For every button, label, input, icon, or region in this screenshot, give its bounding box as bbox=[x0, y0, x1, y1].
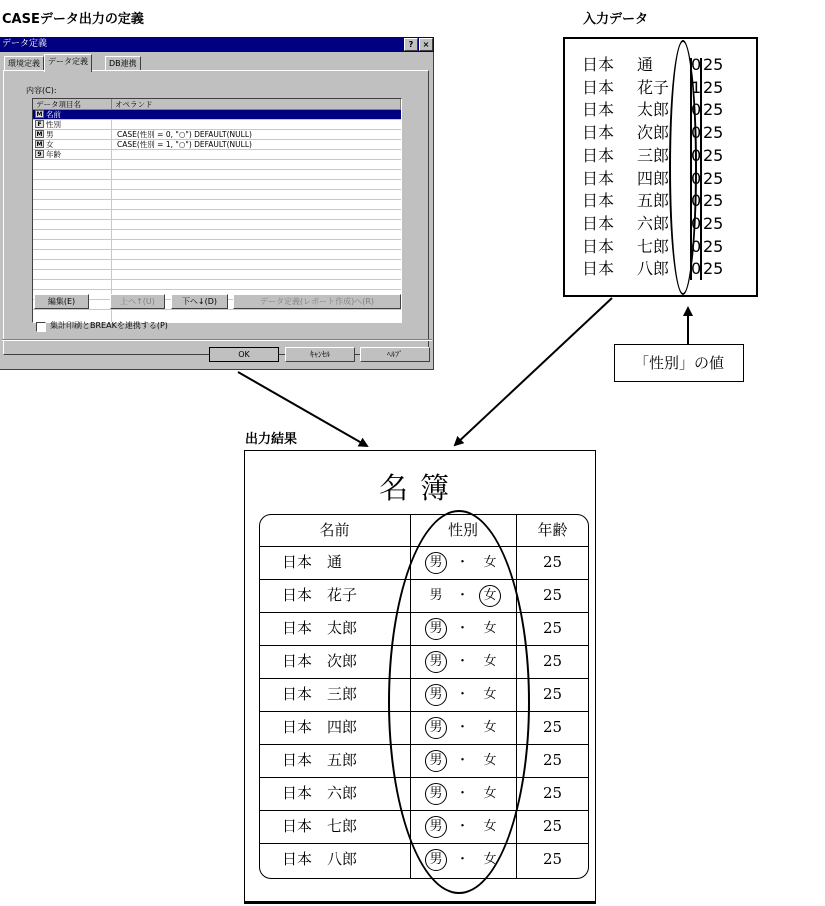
move-up-button[interactable]: 上へ↑(U) bbox=[110, 294, 165, 309]
input-age: 25 bbox=[703, 145, 724, 165]
output-name-cell: 日本 五郎 bbox=[282, 751, 358, 769]
field-type-icon: M bbox=[36, 131, 43, 138]
arrow-dialog-to-output bbox=[238, 372, 367, 446]
dialog-title: データ定義 bbox=[2, 39, 48, 49]
input-surname: 日本 bbox=[582, 123, 615, 143]
male-option-circled: 男 bbox=[426, 777, 446, 810]
grid-item-name-text: 年齢 bbox=[46, 150, 61, 159]
output-age-cell: 25 bbox=[542, 718, 563, 736]
edit-button[interactable]: 編集(E) bbox=[34, 294, 89, 309]
input-age: 25 bbox=[703, 236, 724, 256]
input-age: 25 bbox=[703, 55, 724, 74]
input-given-name: 太郎 bbox=[637, 100, 670, 120]
input-gender-value: 0 bbox=[691, 100, 702, 120]
input-surname: 日本 bbox=[582, 145, 615, 165]
male-option: 男 bbox=[429, 588, 443, 603]
input-given-name: 七郎 bbox=[637, 236, 670, 256]
input-surname: 日本 bbox=[582, 191, 615, 211]
male-option-circled: 男 bbox=[426, 711, 446, 744]
output-name-cell: 日本 次郎 bbox=[282, 652, 358, 670]
input-gender-value: 1 bbox=[691, 77, 702, 97]
female-option: 女 bbox=[483, 654, 497, 669]
input-age: 25 bbox=[703, 168, 724, 188]
input-age: 25 bbox=[703, 259, 724, 279]
field-type-icon: M bbox=[36, 111, 43, 118]
input-given-name: 花子 bbox=[637, 77, 670, 97]
output-header-age: 年齢 bbox=[537, 521, 568, 539]
gender-separator: ・ bbox=[456, 786, 470, 801]
output-age-cell: 25 bbox=[542, 652, 563, 670]
field-type-icon: 9 bbox=[35, 150, 44, 158]
output-name-cell: 日本 六郎 bbox=[282, 784, 358, 802]
gender-separator: ・ bbox=[456, 687, 470, 702]
grid-cell-operand: CASE(性別 = 0, "○") DEFAULT(NULL) bbox=[117, 130, 252, 139]
input-given-name: 五郎 bbox=[637, 191, 670, 211]
output-name-cell: 日本 太郎 bbox=[282, 619, 358, 637]
field-type-icon: F bbox=[35, 120, 44, 128]
move-down-button[interactable]: 下へ↓(D) bbox=[171, 294, 228, 309]
female-option: 女 bbox=[483, 621, 497, 636]
gender-separator: ・ bbox=[456, 819, 470, 834]
help-icon[interactable]: ? bbox=[404, 38, 418, 51]
contents-label: 内容(C): bbox=[26, 86, 57, 95]
output-name-cell: 日本 七郎 bbox=[282, 817, 358, 835]
output-name-cell: 日本 四郎 bbox=[282, 718, 358, 736]
grid-item-name-text: 男 bbox=[46, 130, 54, 139]
output-age-cell: 25 bbox=[542, 817, 563, 835]
output-name-cell: 日本 花子 bbox=[282, 586, 358, 604]
input-surname: 日本 bbox=[582, 213, 615, 233]
field-type-icon: M bbox=[36, 141, 43, 148]
output-title: 名簿 bbox=[378, 471, 461, 505]
gender-separator: ・ bbox=[456, 852, 470, 867]
input-gender-value: 0 bbox=[691, 236, 702, 256]
gender-separator: ・ bbox=[456, 753, 470, 768]
input-gender-value: 0 bbox=[691, 259, 702, 279]
male-option-circled: 男 bbox=[426, 744, 446, 777]
arrow-input-to-output bbox=[455, 298, 612, 445]
male-option-circled: 男 bbox=[426, 645, 446, 678]
help-button[interactable]: ﾍﾙﾌﾟ bbox=[360, 347, 430, 362]
output-name-cell: 日本 八郎 bbox=[282, 850, 358, 868]
column-header-item-name[interactable]: データ項目名 bbox=[33, 99, 112, 110]
input-gender-value: 0 bbox=[691, 55, 702, 74]
input-given-name: 次郎 bbox=[637, 123, 670, 143]
close-icon[interactable]: × bbox=[419, 38, 433, 51]
output-age-cell: 25 bbox=[542, 586, 563, 604]
input-age: 25 bbox=[703, 213, 724, 233]
gender-separator: ・ bbox=[456, 720, 470, 735]
output-header-gender: 性別 bbox=[447, 521, 478, 539]
output-age-cell: 25 bbox=[542, 850, 563, 868]
female-option: 女 bbox=[483, 687, 497, 702]
column-header-operand[interactable]: オペランド bbox=[112, 99, 401, 110]
gender-separator: ・ bbox=[456, 654, 470, 669]
input-surname: 日本 bbox=[582, 259, 615, 279]
ok-button[interactable]: OK bbox=[209, 347, 279, 362]
input-age: 25 bbox=[703, 100, 724, 120]
output-name-cell: 日本 通 bbox=[282, 553, 343, 571]
female-option: 女 bbox=[483, 819, 497, 834]
grid-item-name-text: 女 bbox=[46, 140, 54, 149]
output-name-cell: 日本 三郎 bbox=[282, 685, 358, 703]
tab-data-definition[interactable]: データ定義 bbox=[44, 54, 92, 72]
input-age: 25 bbox=[703, 77, 724, 97]
input-gender-value: 0 bbox=[691, 168, 702, 188]
grid-item-name-text: 名前 bbox=[46, 110, 61, 119]
output-age-cell: 25 bbox=[542, 751, 563, 769]
gender-separator: ・ bbox=[456, 588, 470, 603]
gender-separator: ・ bbox=[456, 621, 470, 636]
input-gender-value: 0 bbox=[691, 191, 702, 211]
female-option: 女 bbox=[483, 852, 497, 867]
output-age-cell: 25 bbox=[542, 553, 563, 571]
cancel-button[interactable]: ｷｬﾝｾﾙ bbox=[285, 347, 355, 362]
input-given-name: 通 bbox=[637, 55, 654, 74]
input-given-name: 三郎 bbox=[637, 145, 670, 165]
tab-environment[interactable]: 環境定義 bbox=[4, 56, 44, 71]
female-option: 女 bbox=[483, 720, 497, 735]
input-gender-value: 0 bbox=[691, 123, 702, 143]
input-gender-value: 0 bbox=[691, 145, 702, 165]
output-heading: 出力結果 bbox=[245, 432, 298, 447]
input-gender-value: 0 bbox=[691, 213, 702, 233]
report-definition-button[interactable]: データ定義(レポート作成)へ(R) bbox=[233, 294, 401, 309]
input-given-name: 八郎 bbox=[637, 259, 670, 279]
output-age-cell: 25 bbox=[542, 685, 563, 703]
output-age-cell: 25 bbox=[542, 619, 563, 637]
input-given-name: 四郎 bbox=[637, 168, 670, 188]
female-option-circled: 女 bbox=[480, 579, 500, 612]
input-surname: 日本 bbox=[582, 100, 615, 120]
break-link-checkbox-label: 集計印刷とBREAKを連携する(P) bbox=[50, 321, 168, 330]
input-surname: 日本 bbox=[582, 236, 615, 256]
input-surname: 日本 bbox=[582, 77, 615, 97]
female-option: 女 bbox=[483, 753, 497, 768]
male-option-circled: 男 bbox=[426, 843, 446, 876]
output-age-cell: 25 bbox=[542, 784, 563, 802]
definition-heading: CASEデータ出力の定義 bbox=[2, 12, 144, 27]
input-age: 25 bbox=[703, 191, 724, 211]
male-option-circled: 男 bbox=[426, 678, 446, 711]
input-surname: 日本 bbox=[582, 168, 615, 188]
gender-value-label: 「性別」の値 bbox=[614, 344, 744, 382]
grid-item-name-text: 性別 bbox=[46, 120, 61, 129]
gender-separator: ・ bbox=[456, 555, 470, 570]
female-option: 女 bbox=[483, 555, 497, 570]
tab-db-link[interactable]: DB連携 bbox=[105, 56, 141, 71]
input-heading: 入力データ bbox=[583, 12, 649, 27]
male-option-circled: 男 bbox=[426, 612, 446, 645]
female-option: 女 bbox=[483, 786, 497, 801]
input-age: 25 bbox=[703, 123, 724, 143]
male-option-circled: 男 bbox=[426, 546, 446, 579]
male-option-circled: 男 bbox=[426, 810, 446, 843]
output-header-name: 名前 bbox=[319, 521, 350, 539]
input-surname: 日本 bbox=[582, 55, 615, 74]
grid-cell-operand: CASE(性別 = 1, "○") DEFAULT(NULL) bbox=[117, 140, 252, 149]
input-given-name: 六郎 bbox=[637, 213, 670, 233]
